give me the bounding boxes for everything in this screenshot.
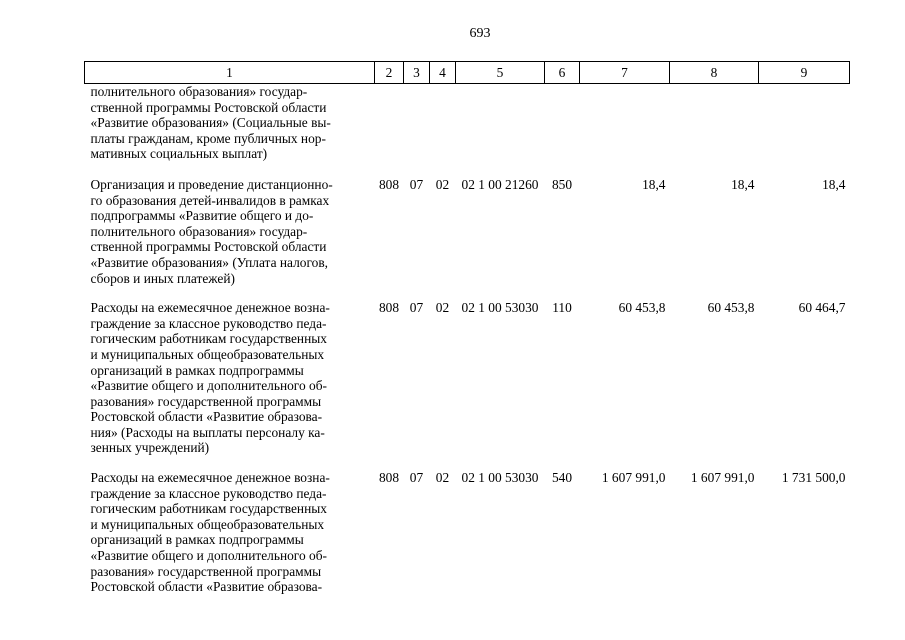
amount-year-2 — [670, 84, 759, 170]
target-article-code: 02 1 00 21260 — [461, 176, 539, 192]
description-line: зенных учреждений) — [90, 440, 210, 456]
amount-year-2: 60 453,8 — [707, 300, 755, 316]
description-line: и муниципальных общеобразовательных — [90, 516, 325, 532]
amount-year-3: 1 731 500,0 — [781, 470, 846, 486]
amount-year-1: 60 453,8 — [618, 300, 666, 316]
amount-year-1: 1 607 991,0 — [601, 470, 666, 486]
table-row — [85, 170, 850, 293]
description-line: разования» государственной программы — [90, 393, 322, 409]
description-line: сборов и иных платежей) — [90, 270, 235, 286]
ministry-code — [375, 84, 404, 170]
description-line: мативных социальных выплат) — [90, 146, 268, 162]
page-number: 693 — [469, 26, 491, 41]
budget-table — [84, 61, 850, 602]
header-col-2: 2 — [375, 62, 404, 84]
amount-year-3: 60 464,7 — [798, 300, 846, 316]
description-line: организаций в рамках подпрограммы — [90, 362, 304, 378]
description-line: и муниципальных общеобразовательных — [90, 346, 325, 362]
description-line: полнительного образования» государ- — [90, 223, 308, 239]
table-row — [85, 293, 850, 463]
description-line: гогическим работникам государственных — [90, 331, 327, 347]
description-line: Ростовской области «Развитие образова- — [90, 409, 323, 425]
description-line: Расходы на ежемесячное денежное возна- — [90, 300, 330, 316]
header-col-3: 3 — [404, 62, 430, 84]
expense-type-code: 110 — [552, 300, 572, 316]
amount-year-1: 18,4 — [642, 176, 666, 192]
target-article-code — [456, 84, 545, 170]
header-col-9: 9 — [759, 62, 850, 84]
description-line: «Развитие образования» (Уплата налогов, — [90, 254, 328, 270]
subsection-code: 02 — [435, 470, 450, 486]
target-article-code: 02 1 00 53030 — [461, 470, 539, 486]
ministry-code: 808 — [378, 300, 400, 316]
description-line: платы гражданам, кроме публичных нор- — [90, 130, 326, 146]
description-line: ния» (Расходы на выплаты персоналу ка- — [90, 424, 325, 440]
description-line: организаций в рамках подпрограммы — [90, 532, 304, 548]
expense-type-code — [545, 84, 580, 170]
table-body — [85, 84, 850, 602]
table-row — [85, 84, 850, 170]
ministry-code: 808 — [378, 176, 400, 192]
description-line: полнительного образования» государ- — [90, 84, 308, 99]
row-description — [85, 293, 375, 463]
expense-type-code: 540 — [551, 470, 573, 486]
target-article-code: 02 1 00 53030 — [461, 300, 539, 316]
amount-year-2: 1 607 991,0 — [690, 470, 755, 486]
description-line: разования» государственной программы — [90, 563, 322, 579]
description-line: подпрограммы «Развитие общего и до- — [90, 208, 314, 224]
amount-year-3: 18,4 — [822, 176, 846, 192]
description-line: гогическим работникам государственных — [90, 501, 327, 517]
row-description — [85, 84, 375, 170]
header-col-1: 1 — [85, 62, 375, 84]
amount-year-3 — [759, 84, 850, 170]
description-line: «Развитие общего и дополнительного об- — [90, 548, 327, 564]
expense-type-code: 850 — [551, 176, 573, 192]
subsection-code — [430, 84, 456, 170]
description-line: го образования детей-инвалидов в рамках — [90, 192, 330, 208]
section-code: 07 — [409, 300, 424, 316]
header-col-6: 6 — [545, 62, 580, 84]
description-line: Ростовской области «Развитие образова- — [90, 579, 323, 595]
amount-year-1 — [580, 84, 670, 170]
section-code: 07 — [409, 470, 424, 486]
section-code — [404, 84, 430, 170]
header-col-4: 4 — [430, 62, 456, 84]
description-line: «Развитие образования» (Социальные вы- — [90, 115, 331, 131]
row-description — [85, 170, 375, 293]
section-code: 07 — [409, 176, 424, 192]
subsection-code: 02 — [435, 300, 450, 316]
row-description — [85, 463, 375, 602]
description-line: «Развитие общего и дополнительного об- — [90, 378, 327, 394]
header-col-5: 5 — [456, 62, 545, 84]
description-line: граждение за классное руководство педа- — [90, 485, 327, 501]
description-line: Организация и проведение дистанционно- — [90, 176, 333, 192]
description-line: Расходы на ежемесячное денежное возна- — [90, 470, 330, 486]
description-line: ственной программы Ростовской области — [90, 99, 327, 115]
subsection-code: 02 — [435, 176, 450, 192]
header-col-7: 7 — [580, 62, 670, 84]
description-line: ственной программы Ростовской области — [90, 239, 327, 255]
header-col-8: 8 — [670, 62, 759, 84]
ministry-code: 808 — [378, 470, 400, 486]
table-row — [85, 463, 850, 602]
header-row — [85, 62, 850, 84]
description-line: граждение за классное руководство педа- — [90, 315, 327, 331]
amount-year-2: 18,4 — [731, 176, 755, 192]
